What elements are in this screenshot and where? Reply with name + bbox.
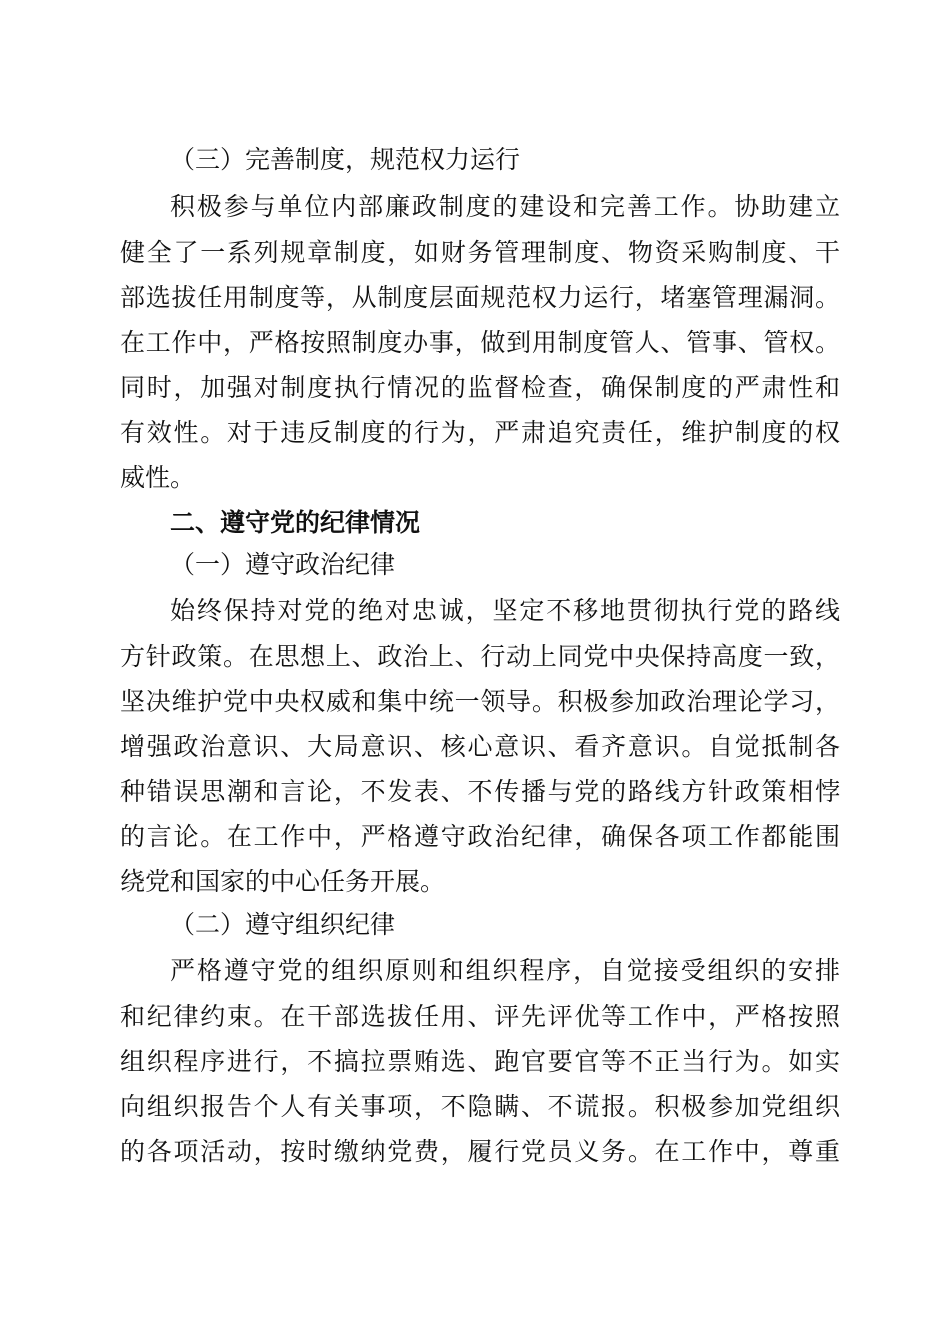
paragraph-line: 始终保持对党的绝对忠诚，坚定不移地贯彻执行党的路线 (170, 596, 840, 625)
paragraph-line: 方针政策。在思想上、政治上、行动上同党中央保持高度一致， (120, 642, 840, 671)
paragraph-line: 增强政治意识、大局意识、核心意识、看齐意识。自觉抵制各 (120, 732, 840, 761)
paragraph-line: 有效性。对于违反制度的行为，严肃追究责任，维护制度的权 (120, 418, 840, 447)
paragraph-line: 同时，加强对制度执行情况的监督检查，确保制度的严肃性和 (120, 373, 840, 402)
paragraph-line: 积极参与单位内部廉政制度的建设和完善工作。协助建立 (170, 192, 840, 221)
section-heading-improve-system: （三）完善制度，规范权力运行 (170, 145, 521, 174)
paragraph-line: 在工作中，严格按照制度办事，做到用制度管人、管事、管权。 (120, 328, 840, 357)
paragraph-line: 健全了一系列规章制度，如财务管理制度、物资采购制度、干 (120, 238, 840, 267)
paragraph-line: 和纪律约束。在干部选拔任用、评先评优等工作中，严格按照 (120, 1002, 840, 1031)
paragraph-line: 向组织报告个人有关事项，不隐瞒、不谎报。积极参加党组织 (120, 1092, 840, 1121)
paragraph-line: 严格遵守党的组织原则和组织程序，自觉接受组织的安排 (170, 956, 840, 985)
paragraph-line: 坚决维护党中央权威和集中统一领导。积极参加政治理论学习， (120, 687, 840, 716)
paragraph-line: 的各项活动，按时缴纳党费，履行党员义务。在工作中，尊重 (120, 1137, 840, 1166)
paragraph-line: 绕党和国家的中心任务开展。 (120, 867, 446, 896)
section-heading-organizational-discipline: （二）遵守组织纪律 (170, 910, 396, 939)
paragraph-line: 种错误思潮和言论，不发表、不传播与党的路线方针政策相悖 (120, 777, 840, 806)
section-heading-political-discipline: （一）遵守政治纪律 (170, 550, 396, 579)
paragraph-line: 威性。 (120, 463, 196, 492)
paragraph-line: 的言论。在工作中，严格遵守政治纪律，确保各项工作都能围 (120, 822, 840, 851)
paragraph-line: 部选拔任用制度等，从制度层面规范权力运行，堵塞管理漏洞。 (120, 283, 840, 312)
chapter-heading-party-discipline: 二、遵守党的纪律情况 (170, 508, 421, 537)
paragraph-line: 组织程序进行，不搞拉票贿选、跑官要官等不正当行为。如实 (120, 1047, 840, 1076)
